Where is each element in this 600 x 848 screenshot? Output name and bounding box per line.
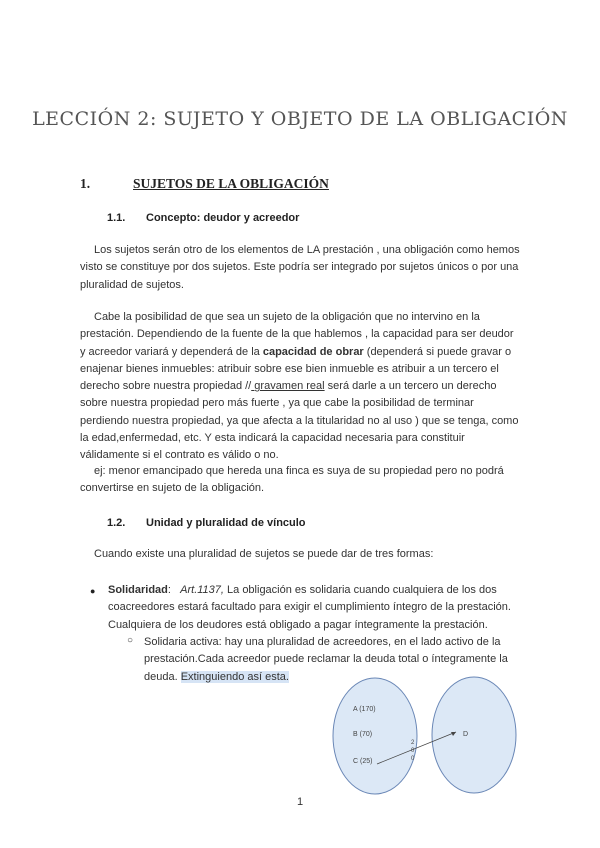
section-title: SUJETOS DE LA OBLIGACIÓN — [133, 176, 329, 191]
paragraph-2-text-a: Cabe la posibilidad de que sea un sujeto de la obligación que no intervino en la prestación. Dependiendo de la fuente de la que hablemos , la capacidad para ser deudor y acreedor variará y dependerá de la — [80, 311, 514, 358]
bullet-sep: : — [167, 584, 171, 596]
highlighted-text: Extinguiendo así esta. — [180, 670, 289, 683]
page-title: LECCIÓN 2: SUJETO Y OBJETO DE LA OBLIGACIÓN — [32, 108, 568, 130]
paragraph-2-text-e: será darle a un tercero un derecho sobre nuestra propiedad pero más fuerte , ya que cabe la posibilidad de terminar perdiendo nuestra propiedad, ya que afecta a la titularidad no al uso ) que se tenga, como la edad,enfermedad, etc. Y esta indicará la capacidad necesaria para constituir válidamente si el contrato es válido o no. — [80, 380, 519, 462]
label-d: D — [463, 731, 469, 738]
subsection-heading-1-2 — [107, 517, 306, 529]
section-heading-1 — [80, 176, 329, 192]
debtor-ellipse — [432, 677, 516, 793]
section-number: 1. — [80, 176, 91, 191]
paragraph-4: Cuando existe una pluralidad de sujetos se puede dar de tres formas: — [94, 548, 434, 560]
paragraph-1: Los sujetos serán otro de los elementos de LA prestación , una obligación como hemos visto se constituye por dos sujetos. Este podría ser integrado por sujetos únicos o por una pluralidad de sujetos. — [80, 244, 520, 291]
amount-digit: 0 — [411, 748, 415, 754]
creditors-ellipse — [333, 678, 417, 794]
amount-digit: 0 — [411, 756, 415, 762]
label-a: A (170) — [353, 706, 376, 713]
paragraph-2-text-c: (dependerá si puede gravar o enajenar bienes inmuebles: atribuir sobre ese bien inmueble es atribuir a un tercero el derecho sobre nuestra propiedad // — [80, 345, 512, 393]
bullet-solidaridad — [108, 582, 518, 634]
label-c: C (25) — [353, 758, 373, 765]
paragraph-3: ej: menor emancipado que hereda una finca es suya de su propiedad pero no podrá convertirse en sujeto de la obligación. — [80, 465, 504, 495]
subsection-heading-1-1 — [107, 212, 299, 224]
amount-digit: 2 — [411, 740, 415, 746]
subsection-title: Concepto: deudor y acreedor — [146, 212, 300, 224]
bullet-text: La obligación es solidaria cuando cualquiera de los dos coacreedores estará facultado para exigir el cumplimiento íntegro de la prestación. Cualquiera de los deudores está obligado a pagar íntegramente la prestación. — [108, 584, 511, 631]
bullet-label: Solidaridad — [108, 584, 168, 596]
capacidad-de-obrar-bold: capacidad de obrar — [262, 345, 364, 358]
bullet-dot: ● — [90, 586, 96, 596]
article-reference: Art.1137, — [180, 584, 224, 596]
page-number: 1 — [296, 796, 304, 808]
solidarity-diagram — [320, 672, 550, 797]
subsection-number: 1.1. — [107, 212, 126, 224]
sub-bullet-text: Solidaria activa: hay una pluralidad de acreedores, en el lado activo de la prestación.Cada acreedor puede reclamar la deuda total o íntegramente la deuda. — [144, 636, 508, 683]
gravamen-real-underline: gravamen real — [251, 380, 325, 393]
paragraph-2 — [80, 309, 520, 465]
sub-bullet-circle: ○ — [127, 635, 134, 646]
subsection-title: Unidad y pluralidad de vínculo — [146, 517, 306, 529]
subsection-number: 1.2. — [107, 517, 126, 529]
label-b: B (70) — [353, 731, 373, 738]
